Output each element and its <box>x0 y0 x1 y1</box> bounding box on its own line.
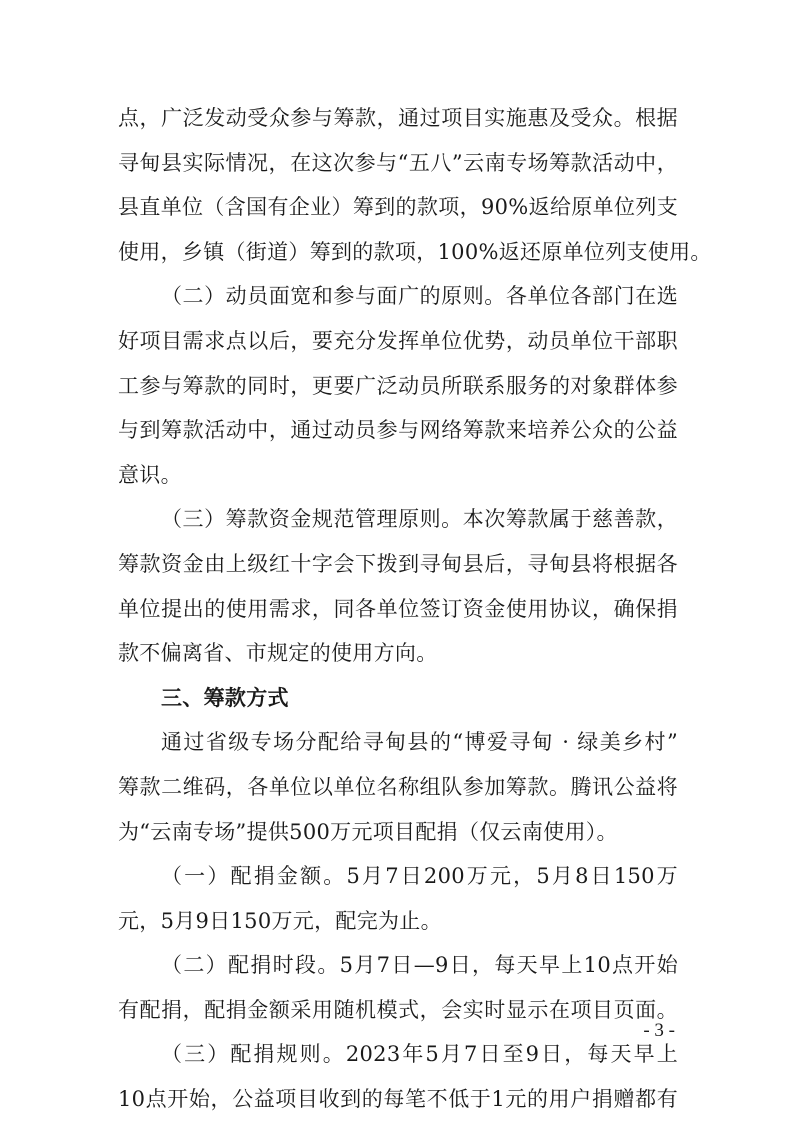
text-line: （一）配捐金额。5月7日200万元，5月8日150万 <box>161 864 678 889</box>
text-line: 通过省级专场分配给寻甸县的“博爱寻甸 · 绿美乡村” <box>161 730 678 755</box>
text-line: 使用，乡镇（街道）筹到的款项，100%返还原单位列支使用。 <box>118 239 712 264</box>
text-line: 10点开始，公益项目收到的每笔不低于1元的用户捐赠都有 <box>118 1087 678 1112</box>
text-line: （二）动员面宽和参与面广的原则。各单位各部门在选 <box>161 284 678 309</box>
text-line: 寻甸县实际情况，在这次参与“五八”云南专场筹款活动中， <box>118 150 678 175</box>
text-line: （三）筹款资金规范管理原则。本次筹款属于慈善款， <box>161 507 678 532</box>
text-line: （二）配捐时段。5月7日—9日，每天早上10点开始 <box>161 953 678 978</box>
text-line: 元，5月9日150万元，配完为止。 <box>118 908 442 933</box>
text-line: 工参与筹款的同时，更要广泛动员所联系服务的对象群体参 <box>118 373 678 398</box>
text-line: 与到筹款活动中，通过动员参与网络筹款来培养公众的公益 <box>118 418 678 443</box>
text-line: 点，广泛发动受众参与筹款，通过项目实施惠及受众。根据 <box>118 106 678 130</box>
text-line: 筹款二维码，各单位以单位名称组队参加筹款。腾讯公益将 <box>118 774 678 799</box>
text-line: 意识。 <box>118 462 182 487</box>
text-line: 单位提出的使用需求，同各单位签订资金使用协议，确保捐 <box>118 596 678 621</box>
page-number: - 3 - <box>643 1020 675 1041</box>
text-line: 有配捐，配捐金额采用随机模式，会实时显示在项目页面。 <box>118 997 678 1022</box>
section-heading: 三、筹款方式 <box>161 685 289 710</box>
text-line: 筹款资金由上级红十字会下拨到寻甸县后，寻甸县将根据各 <box>118 551 678 576</box>
text-line: 好项目需求点以后，要充分发挥单位优势，动员单位干部职 <box>118 328 678 353</box>
text-line: 县直单位（含国有企业）筹到的款项，90%返给原单位列支 <box>118 195 678 220</box>
text-line: 为“云南专场”提供500万元项目配捐（仅云南使用）。 <box>118 819 618 844</box>
body-text <box>118 96 712 1122</box>
text-line: （三）配捐规则。2023年5月7日至9日，每天早上 <box>161 1042 678 1067</box>
text-line: 款不偏离省、市规定的使用方向。 <box>118 641 438 666</box>
